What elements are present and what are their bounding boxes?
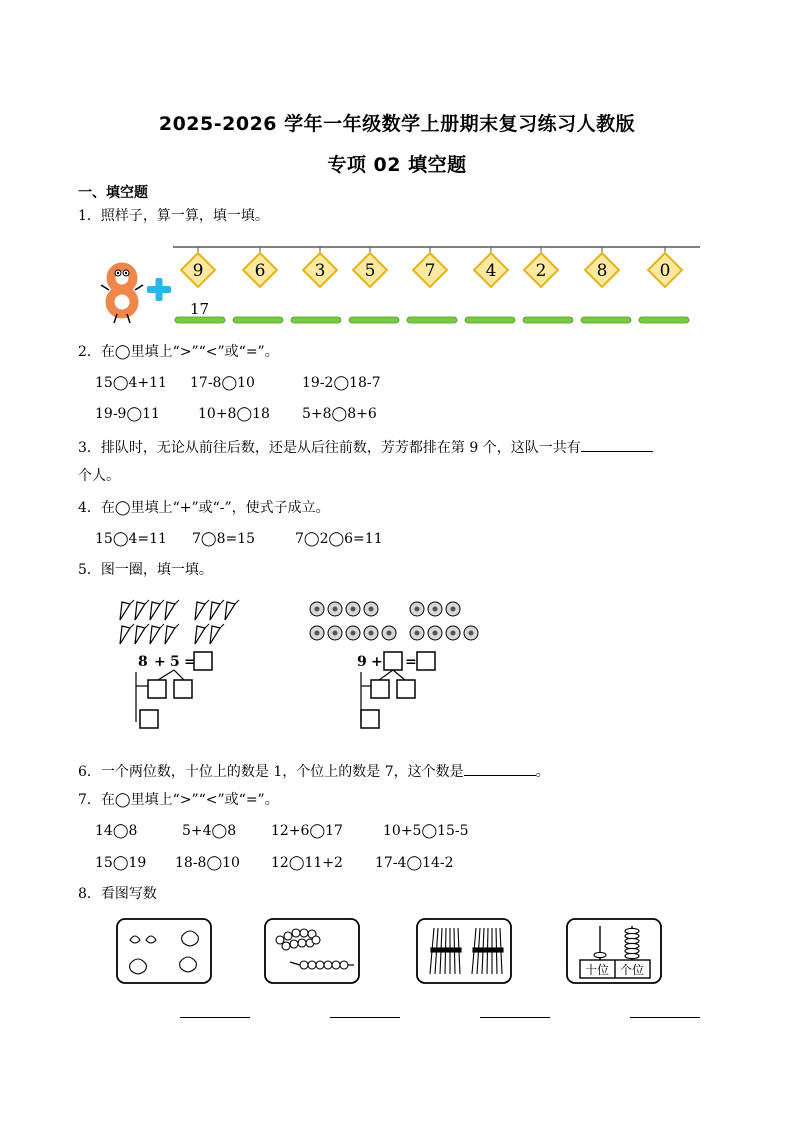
q7-item: 12+6◯17 bbox=[271, 823, 343, 839]
q2-item: 10+8◯18 bbox=[198, 406, 270, 422]
question-6-text: 6．一个两位数，十位上的数是 1，个位上的数是 7，这个数是 bbox=[78, 764, 464, 780]
question-8: 8．看图写数 bbox=[78, 886, 157, 902]
q7-item: 17-4◯14-2 bbox=[375, 855, 454, 871]
abacus-picture bbox=[566, 918, 662, 984]
number-card bbox=[648, 247, 682, 287]
question-3-end: 个人。 bbox=[78, 468, 120, 484]
q7-item: 12◯11+2 bbox=[271, 855, 343, 871]
svg-text:4: 4 bbox=[485, 261, 497, 281]
q4-item: 7◯2◯6=11 bbox=[295, 531, 383, 547]
svg-text:5: 5 bbox=[170, 654, 180, 670]
number-card bbox=[243, 247, 277, 287]
section-heading: 一、填空题 bbox=[78, 185, 148, 201]
answer-blank[interactable] bbox=[330, 1017, 400, 1018]
question-6-end: 。 bbox=[535, 764, 550, 780]
svg-text:=: = bbox=[405, 654, 417, 670]
carrot-icon bbox=[120, 602, 235, 644]
q7-item: 18-8◯10 bbox=[175, 855, 240, 871]
q2-item: 19-9◯11 bbox=[95, 406, 160, 422]
answer-blank[interactable] bbox=[180, 1017, 250, 1018]
q4-item: 15◯4=11 bbox=[95, 531, 167, 547]
bead-picture bbox=[264, 918, 360, 984]
answer-blank[interactable] bbox=[581, 437, 653, 452]
question-6 bbox=[78, 761, 550, 781]
peach-picture bbox=[116, 918, 212, 984]
q1-figure bbox=[95, 235, 705, 330]
question-5: 5．图一圈，填一填。 bbox=[78, 562, 213, 578]
q7-item: 10+5◯15-5 bbox=[383, 823, 469, 839]
question-4: 4．在◯里填上“+”或“-”，使式子成立。 bbox=[78, 500, 330, 516]
svg-text:6: 6 bbox=[254, 261, 266, 281]
plus-icon bbox=[147, 278, 171, 301]
answer-blank[interactable] bbox=[480, 1017, 550, 1018]
svg-text:8: 8 bbox=[596, 261, 608, 281]
number-card bbox=[524, 247, 558, 287]
question-3 bbox=[78, 437, 653, 457]
question-3-text: 3．排队时，无论从前往后数，还是从后往前数，芳芳都排在第 9 个，这队一共有 bbox=[78, 440, 581, 456]
svg-text:3: 3 bbox=[314, 261, 326, 281]
page-subtitle: 专项 02 填空题 bbox=[327, 154, 467, 176]
q7-item: 5+4◯8 bbox=[182, 823, 237, 839]
question-1: 1．照样子，算一算，填一填。 bbox=[78, 208, 269, 224]
number-card bbox=[585, 247, 619, 287]
svg-text:个位: 个位 bbox=[619, 963, 645, 977]
number-card bbox=[303, 247, 337, 287]
stick-bundle-picture bbox=[416, 918, 512, 984]
q1-example-answer: 17 bbox=[190, 300, 210, 318]
svg-text:+: + bbox=[371, 654, 383, 670]
q4-item: 7◯8=15 bbox=[192, 531, 256, 547]
page-title: 2025-2026 学年一年级数学上册期末复习练习人教版 bbox=[158, 113, 636, 135]
q7-item: 15◯19 bbox=[95, 855, 147, 871]
svg-text:9: 9 bbox=[192, 261, 204, 281]
q2-item: 19-2◯18-7 bbox=[302, 375, 381, 391]
q2-item: 17-8◯10 bbox=[190, 375, 255, 391]
svg-text:+: + bbox=[154, 654, 166, 670]
svg-text:0: 0 bbox=[659, 261, 671, 281]
flower-figure bbox=[305, 598, 485, 738]
question-2: 2．在◯里填上“>”“<”或“=”。 bbox=[78, 344, 279, 360]
answer-blank[interactable] bbox=[464, 761, 536, 776]
number-card bbox=[413, 247, 447, 287]
q7-item: 14◯8 bbox=[95, 823, 138, 839]
svg-text:9: 9 bbox=[357, 654, 367, 670]
number-card bbox=[353, 247, 387, 287]
carrot-figure bbox=[110, 598, 260, 738]
question-7: 7．在◯里填上“>”“<”或“=”。 bbox=[78, 792, 279, 808]
svg-text:=: = bbox=[184, 654, 196, 670]
svg-text:7: 7 bbox=[424, 261, 436, 281]
q2-item: 5+8◯8+6 bbox=[302, 406, 377, 422]
answer-blank[interactable] bbox=[630, 1017, 700, 1018]
mascot-eight-icon bbox=[101, 267, 143, 323]
svg-text:十位: 十位 bbox=[584, 963, 610, 977]
svg-text:8: 8 bbox=[138, 654, 148, 670]
q2-item: 15◯4+11 bbox=[95, 375, 167, 391]
svg-text:5: 5 bbox=[364, 261, 376, 281]
number-card bbox=[474, 247, 508, 287]
number-card bbox=[181, 247, 215, 287]
svg-text:2: 2 bbox=[535, 261, 547, 281]
